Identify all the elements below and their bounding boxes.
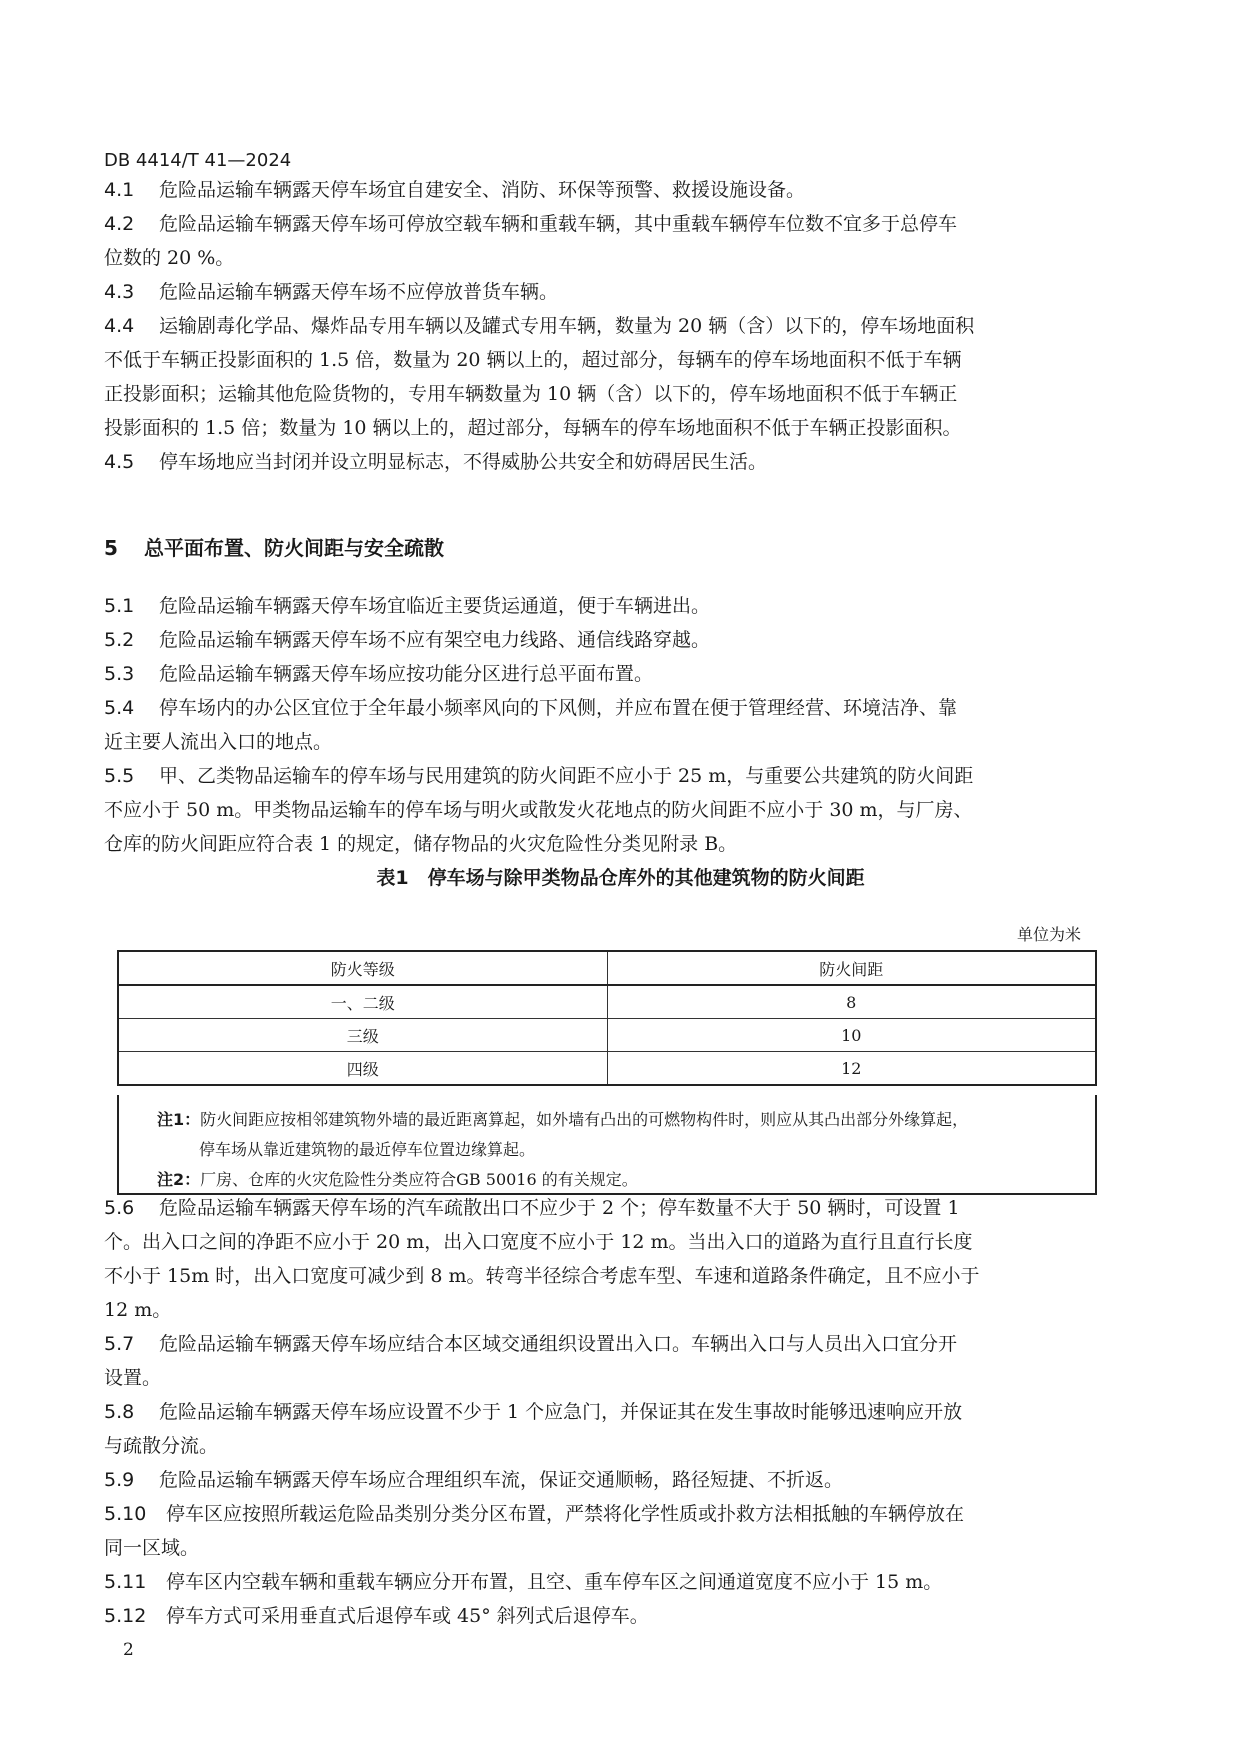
clause-text: 危险品运输车辆露天停车场宜自建安全、消防、环保等预警、救援设施设备。 xyxy=(159,179,806,201)
clause-line xyxy=(104,1570,1094,1594)
clause-text: 停车区应按照所载运危险品类别分类分区布置，严禁将化学性质或扑救方法相抵触的车辆停放在 xyxy=(166,1503,965,1525)
document-id-header: DB 4414/T 41—2024 xyxy=(104,150,292,171)
note-label: 注1： xyxy=(157,1110,201,1129)
clause-line: 投影面积的 1.5 倍；数量为 10 辆以上的，超过部分，每辆车的停车场地面积不低于车辆正投影面积。 xyxy=(104,417,962,439)
clause-text: 危险品运输车辆露天停车场宜临近主要货运通道，便于车辆进出。 xyxy=(159,595,711,617)
clause-line xyxy=(104,764,1094,788)
clause-text: 危险品运输车辆露天停车场应合理组织车流，保证交通顺畅，路径短捷、不折返。 xyxy=(159,1469,844,1491)
table-cell: 12 xyxy=(607,1052,1096,1086)
clause-number: 5.3 xyxy=(104,663,135,685)
clause-number: 4.5 xyxy=(104,451,135,473)
clause-line xyxy=(104,696,1094,720)
clause-number: 5.11 xyxy=(104,1571,147,1593)
table-cell: 10 xyxy=(607,1019,1096,1052)
clause-number: 4.4 xyxy=(104,315,135,337)
note-text: 防火间距应按相邻建筑物外墙的最近距离算起，如外墙有凸出的可燃物构件时，则应从其凸出部分外缘算起， xyxy=(200,1110,969,1129)
table-header-cell: 防火间距 xyxy=(607,951,1096,985)
clause-line: 仓库的防火间距应符合表 1 的规定，储存物品的火灾危险性分类见附录 B。 xyxy=(104,833,738,855)
table-cell: 一、二级 xyxy=(118,985,607,1019)
clause-line xyxy=(104,314,1094,338)
clause-line xyxy=(104,450,1094,474)
clause-text: 停车方式可采用垂直式后退停车或 45° 斜列式后退停车。 xyxy=(166,1605,649,1627)
table-unit-note: 单位为米 xyxy=(1016,925,1081,944)
clause-number: 4.1 xyxy=(104,179,135,201)
note-text: 厂房、仓库的火灾危险性分类应符合GB 50016 的有关规定。 xyxy=(200,1170,638,1189)
table-cell: 三级 xyxy=(118,1019,607,1052)
clause-line xyxy=(104,1332,1094,1356)
clause-line xyxy=(104,178,1094,202)
clause-text: 危险品运输车辆露天停车场可停放空载车辆和重载车辆，其中重载车辆停车位数不宜多于总停车 xyxy=(159,213,958,235)
clause-number: 5.9 xyxy=(104,1469,135,1491)
clause-number: 5.8 xyxy=(104,1401,135,1423)
table-note-1 xyxy=(157,1107,968,1130)
clause-line: 不低于车辆正投影面积的 1.5 倍，数量为 20 辆以上的，超过部分，每辆车的停车场地面积不低于车辆 xyxy=(104,349,962,371)
clause-line xyxy=(104,1604,1094,1628)
clause-number: 5.6 xyxy=(104,1197,135,1219)
table-header-cell: 防火等级 xyxy=(118,951,607,985)
table-cell: 四级 xyxy=(118,1052,607,1086)
table-note-2 xyxy=(157,1167,638,1190)
clause-line xyxy=(104,1400,1094,1424)
clause-number: 5.7 xyxy=(104,1333,135,1355)
clause-line: 与疏散分流。 xyxy=(104,1435,219,1457)
clause-number: 5.4 xyxy=(104,697,135,719)
clause-text: 危险品运输车辆露天停车场的汽车疏散出口不应少于 2 个；停车数量不大于 50 辆时，可设置 1 xyxy=(159,1197,960,1219)
clause-line: 不小于 15m 时，出入口宽度可减少到 8 m。转弯半径综合考虑车型、车速和道路条件确定，且不应小于 xyxy=(104,1265,980,1287)
clause-line: 正投影面积；运输其他危险货物的，专用车辆数量为 10 辆（含）以下的，停车场地面积不低于车辆正 xyxy=(104,383,958,405)
table-row xyxy=(118,1019,1096,1052)
clause-line xyxy=(104,594,1094,618)
clause-number: 5.10 xyxy=(104,1503,147,1525)
clause-text: 运输剧毒化学品、爆炸品专用车辆以及罐式专用车辆，数量为 20 辆（含）以下的，停车场地面积 xyxy=(159,315,975,337)
clause-line xyxy=(104,628,1094,652)
clause-text: 甲、乙类物品运输车的停车场与民用建筑的防火间距不应小于 25 m，与重要公共建筑的防火间距 xyxy=(159,765,974,787)
clause-line: 个。出入口之间的净距不应小于 20 m，出入口宽度不应小于 12 m。当出入口的道路为直行且直行长度 xyxy=(104,1231,973,1253)
clause-number: 5.5 xyxy=(104,765,135,787)
clause-text: 危险品运输车辆露天停车场不应停放普货车辆。 xyxy=(159,281,559,303)
clause-line xyxy=(104,662,1094,686)
clause-line xyxy=(104,280,1094,304)
fire-distance-table xyxy=(117,950,1097,1086)
clause-text: 停车区内空载车辆和重载车辆应分开布置，且空、重车停车区之间通道宽度不应小于 15 m。 xyxy=(166,1571,943,1593)
clause-number: 4.2 xyxy=(104,213,135,235)
table-caption: 表1 停车场与除甲类物品仓库外的其他建筑物的防火间距 xyxy=(376,867,865,889)
table-note-1-continued: 停车场从靠近建筑物的最近停车位置边缘算起。 xyxy=(199,1140,536,1159)
table-row xyxy=(118,1052,1096,1086)
section-number: 5 xyxy=(104,536,118,560)
clause-text: 危险品运输车辆露天停车场应按功能分区进行总平面布置。 xyxy=(159,663,654,685)
clause-text: 危险品运输车辆露天停车场应设置不少于 1 个应急门，并保证其在发生事故时能够迅速响应开放 xyxy=(159,1401,963,1423)
clause-line: 同一区域。 xyxy=(104,1537,200,1559)
table-row xyxy=(118,985,1096,1019)
clause-number: 5.12 xyxy=(104,1605,147,1627)
table-cell: 8 xyxy=(607,985,1096,1019)
clause-text: 停车场地应当封闭并设立明显标志，不得威胁公共安全和妨碍居民生活。 xyxy=(159,451,768,473)
note-label: 注2： xyxy=(157,1170,201,1189)
clause-number: 4.3 xyxy=(104,281,135,303)
clause-text: 危险品运输车辆露天停车场应结合本区域交通组织设置出入口。车辆出入口与人员出入口宜分开 xyxy=(159,1333,958,1355)
section-heading xyxy=(104,532,444,561)
clause-line: 位数的 20 %。 xyxy=(104,247,235,269)
page-number: 2 xyxy=(123,1640,134,1660)
clause-number: 5.1 xyxy=(104,595,135,617)
table-header-row xyxy=(118,951,1096,985)
clause-line xyxy=(104,212,1094,236)
clause-line: 不应小于 50 m。甲类物品运输车的停车场与明火或散发火花地点的防火间距不应小于 30 m，与厂房、 xyxy=(104,799,973,821)
clause-text: 停车场内的办公区宜位于全年最小频率风向的下风侧，并应布置在便于管理经营、环境洁净、靠 xyxy=(159,697,958,719)
clause-line xyxy=(104,1502,1094,1526)
section-title: 总平面布置、防火间距与安全疏散 xyxy=(144,536,444,560)
clause-line xyxy=(104,1468,1094,1492)
clause-number: 5.2 xyxy=(104,629,135,651)
clause-line: 12 m。 xyxy=(104,1299,172,1321)
clause-line: 设置。 xyxy=(104,1367,162,1389)
clause-line xyxy=(104,1196,1094,1220)
table-notes xyxy=(117,1095,1097,1195)
clause-line: 近主要人流出入口的地点。 xyxy=(104,731,333,753)
clause-text: 危险品运输车辆露天停车场不应有架空电力线路、通信线路穿越。 xyxy=(159,629,711,651)
